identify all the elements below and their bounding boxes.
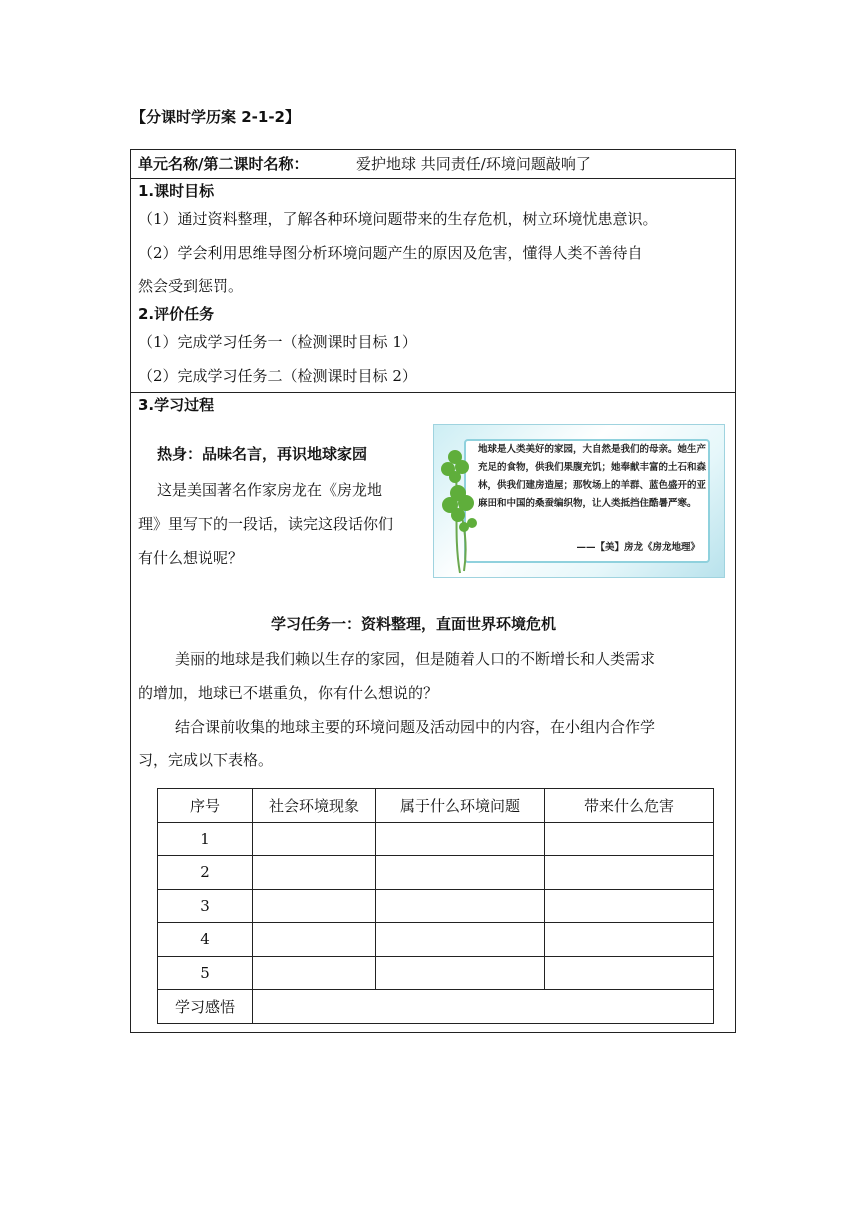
table-cell-input[interactable] [253, 956, 376, 990]
row-number: 1 [158, 822, 253, 856]
table-row [158, 956, 714, 990]
table-header-cell: 社会环境现象 [253, 789, 376, 823]
lesson-table [130, 149, 736, 1033]
table-row [158, 822, 714, 856]
table-header-cell: 属于什么环境问题 [376, 789, 545, 823]
row-number: 3 [158, 889, 253, 923]
table-cell-input[interactable] [545, 822, 714, 856]
task-table [157, 788, 714, 1024]
task1-title: 学习任务一：资料整理，直面世界环境危机 [271, 615, 557, 633]
table-cell-input[interactable] [545, 889, 714, 923]
page-heading: 【分课时学历案 2-1-2】 [131, 108, 300, 126]
unit-value: 爱护地球 共同责任/环境问题敲响了 [356, 155, 591, 173]
warmup-line: 理》里写下的一段话，读完这段话你们 [138, 515, 394, 533]
task1-paragraph-line: 结合课前收集的地球主要的环境问题及活动园中的内容，在小组内合作学 [175, 718, 656, 736]
section1-line: 然会受到惩罚。 [138, 277, 244, 295]
table-cell-input[interactable] [376, 856, 545, 890]
section2-title: 2.评价任务 [138, 305, 215, 323]
warmup-title: 热身：品味名言，再识地球家园 [157, 445, 368, 463]
table-cell-input[interactable] [253, 856, 376, 890]
task1-paragraph-line: 的增加，地球已不堪重负，你有什么想说的？ [138, 684, 439, 702]
warmup-line: 有什么想说呢？ [138, 549, 244, 567]
table-cell-input[interactable] [545, 923, 714, 957]
table-cell-input[interactable] [545, 856, 714, 890]
table-cell-input[interactable] [253, 822, 376, 856]
table-cell-input[interactable] [376, 822, 545, 856]
clover-icon [434, 445, 480, 575]
task1-paragraph-line: 习，完成以下表格。 [138, 751, 274, 769]
warmup-line: 这是美国著名作家房龙在《房龙地 [157, 481, 383, 499]
section2-line: （1）完成学习任务一（检测课时目标 1） [138, 333, 417, 351]
table-header-row [158, 789, 714, 823]
section3-title: 3.学习过程 [138, 396, 215, 414]
table-cell-input[interactable] [376, 956, 545, 990]
table-cell-input[interactable] [376, 889, 545, 923]
table-row [158, 889, 714, 923]
section2-line: （2）完成学习任务二（检测课时目标 2） [138, 367, 417, 385]
unit-label: 单元名称/第二课时名称： [138, 155, 309, 173]
quote-image [433, 424, 725, 578]
task1-paragraph-line: 美丽的地球是我们赖以生存的家园，但是随着人口的不断增长和人类需求 [175, 650, 656, 668]
section1-line: （1）通过资料整理，了解各种环境问题带来的生存危机，树立环境忧患意识。 [138, 210, 658, 228]
reflection-input[interactable] [253, 990, 714, 1024]
table-header-cell: 序号 [158, 789, 253, 823]
section1-title: 1.课时目标 [138, 182, 215, 200]
row-number: 5 [158, 956, 253, 990]
table-cell-input[interactable] [253, 889, 376, 923]
row-number: 4 [158, 923, 253, 957]
quote-text: 地球是人类美好的家园，大自然是我们的母亲。她生产充足的食物，供我们果腹充饥；她奉献丰富的土石和森林，供我们建房造屋；那牧场上的羊群、蓝色盛开的亚麻田和中国的桑蚕编织物，让人类抵挡住酷暑严寒。 [478, 444, 707, 509]
footer-label: 学习感悟 [158, 990, 253, 1024]
table-header-cell: 带来什么危害 [545, 789, 714, 823]
row-number: 2 [158, 856, 253, 890]
table-footer-row [158, 990, 714, 1024]
table-cell-input[interactable] [545, 956, 714, 990]
table-cell-input[interactable] [376, 923, 545, 957]
table-row [158, 856, 714, 890]
row-divider [131, 178, 735, 179]
table-cell-input[interactable] [253, 923, 376, 957]
quote-source: ——【美】房龙《房龙地理》 [576, 542, 700, 553]
table-row [158, 923, 714, 957]
row-divider [131, 392, 735, 393]
section1-line: （2）学会利用思维导图分析环境问题产生的原因及危害，懂得人类不善待自 [138, 244, 643, 262]
